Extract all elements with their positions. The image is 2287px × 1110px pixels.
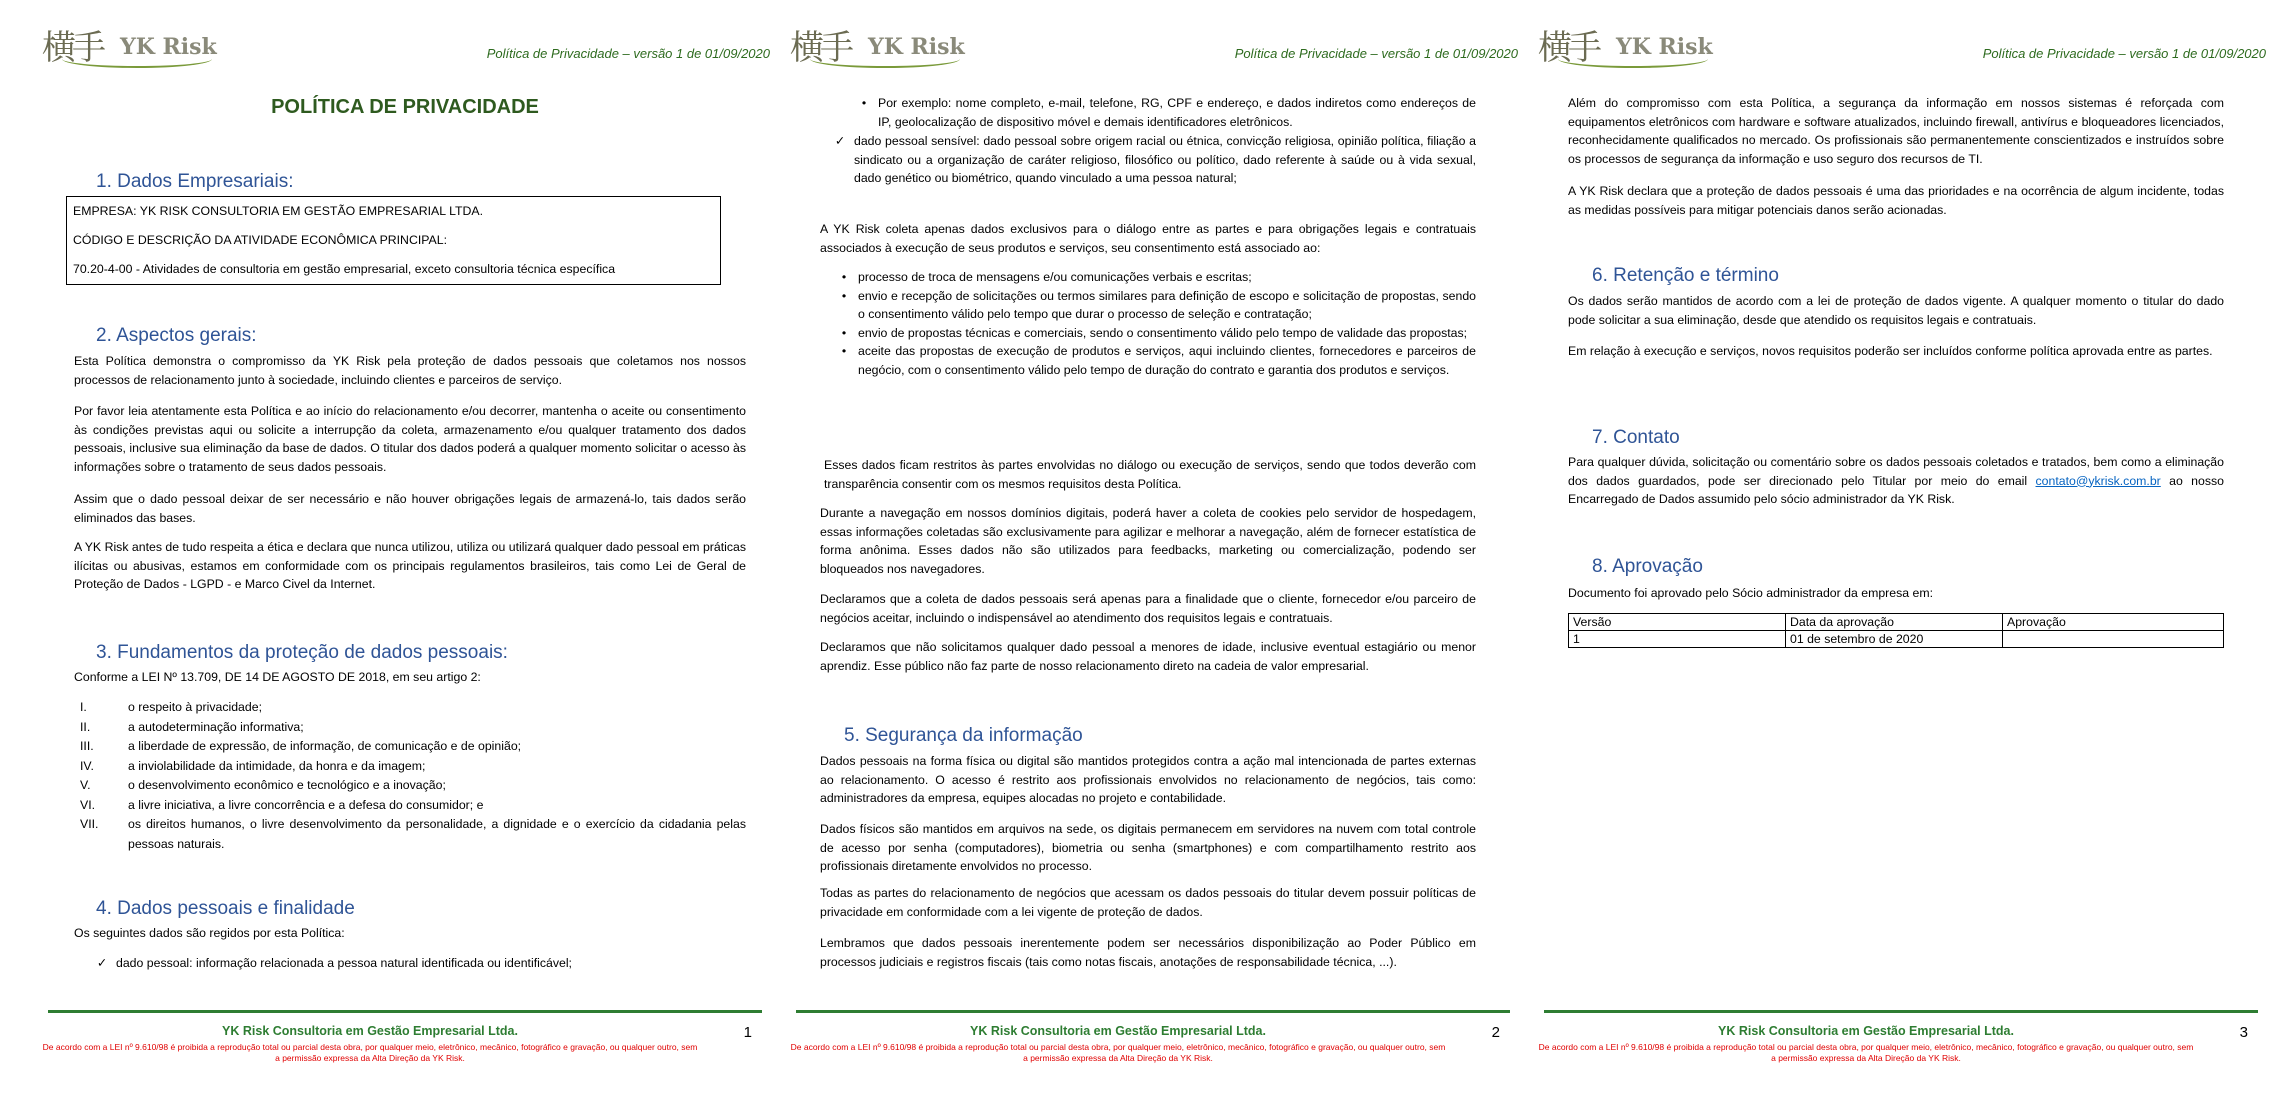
section-6-paragraph-2: Em relação à execução e serviços, novos requisitos poderão ser incluídos conforme política aprovada entre as partes. <box>1568 344 2213 358</box>
list-item <box>826 132 1476 188</box>
section-4-title: 4. Dados pessoais e finalidade <box>96 898 355 919</box>
list-number: V. <box>80 778 91 792</box>
yk-risk-logo <box>42 20 252 68</box>
data-types-list <box>88 954 746 973</box>
list-number: IV. <box>80 758 94 773</box>
section-4-intro: Os seguintes dados são regidos por esta Política: <box>74 926 345 940</box>
section-5-paragraph-3: Todas as partes do relacionamento de negócios que acessam os dados pessoais do titular devem possuir políticas de privacidade em conformidade com a lei vigente de proteção de dados. <box>820 886 1476 919</box>
document-title: POLÍTICA DE PRIVACIDADE <box>271 96 539 118</box>
page-header <box>40 20 770 70</box>
bullet-icon: • <box>841 288 847 303</box>
table-row <box>1569 631 2224 648</box>
section-5-paragraph-4: Lembramos que dados pessoais inerentemente podem ser necessários disponibilização ao Poder Público em processos judiciais e registros fiscais (tais como notas fiscais, anotações de responsabilidade técnica, ...). <box>820 936 1476 969</box>
section-7-title: 7. Contato <box>1592 427 1680 448</box>
company-name: EMPRESA: YK RISK CONSULTORIA EM GESTÃO EMPRESARIAL LTDA. <box>73 204 483 218</box>
list-text: os direitos humanos, o livre desenvolvimento da personalidade, a dignidade e o exercício da cidadania pelas pessoas naturais. <box>128 817 746 851</box>
yk-risk-logo <box>790 20 1000 68</box>
list-text: Por exemplo: nome completo, e-mail, telefone, RG, CPF e endereço, e dados indiretos como endereços de IP, geolocalização de dispositivo móvel e demais identificadores eletrônicos. <box>878 96 1476 129</box>
table-header-cell: Versão <box>1569 614 1786 631</box>
section-8-intro: Documento foi aprovado pelo Sócio administrador da empresa em: <box>1568 586 1934 600</box>
bullet-icon: • <box>841 325 847 340</box>
logo-glyph: 横手 <box>1538 28 1598 68</box>
list-item <box>830 268 1476 287</box>
list-number: II. <box>80 719 91 734</box>
page-number: 3 <box>2239 1024 2248 1041</box>
cookies-paragraph: Durante a navegação em nossos domínios digitais, poderá haver a coleta de cookies pelo servidor de hospedagem, essas informações coletadas são exclusivamente para agilizar e melhorar a navegação, além de fornecer estatística de forma anônima. Esses dados não são utilizados para feedbacks, marketing ou comercialização, podendo ser bloqueados nos navegadores. <box>820 506 1476 576</box>
footer-legal-notice: De acordo com a LEI nº 9.610/98 é proibida a reprodução total ou parcial desta obra, por qualquer meio, eletrônico, mecânico, fotográfico e gravação, ou qualquer outro, sem a permissão expressa da Alta Direção da YK Risk. <box>42 1042 698 1063</box>
approval-table <box>1568 613 2224 648</box>
footer-legal-notice: De acordo com a LEI nº 9.610/98 é proibida a reprodução total ou parcial desta obra, por qualquer meio, eletrônico, mecânico, fotográfico e gravação, ou qualquer outro, sem a permissão expressa da Alta Direção da YK Risk. <box>790 1042 1446 1063</box>
footer-rule <box>48 1010 762 1013</box>
list-item <box>80 815 746 854</box>
list-number: VI. <box>80 797 96 812</box>
list-text: a liberdade de expressão, de informação, de comunicação e de opinião; <box>128 739 522 753</box>
section-5-paragraph-2: Dados físicos são mantidos em arquivos na sede, os digitais permanecem em servidores na nuvem com total controle de acesso por senha (computadores), biometria ou senha (smartphones) e com compartilhamento restrito aos profissionais diretamente envolvidos no processo. <box>820 822 1476 873</box>
list-item <box>80 737 746 757</box>
incident-paragraph: A YK Risk declara que a proteção de dados pessoais é uma das prioridades e na ocorrência de algum incidente, todas as medidas possíveis para mitigar potenciais danos serão acionadas. <box>1568 184 2224 217</box>
list-text: dado pessoal: informação relacionada a pessoa natural identificada ou identificável; <box>116 956 572 970</box>
table-header-row <box>1569 614 2224 631</box>
list-item <box>830 287 1476 324</box>
list-item <box>88 954 746 973</box>
logo-glyph: 横手 <box>42 28 102 68</box>
checkmark-icon: ✓ <box>834 134 846 148</box>
section-2-paragraph-3: Assim que o dado pessoal deixar de ser necessário e não houver obrigações legais de armazená-lo, tais dados serão eliminados das bases. <box>74 492 746 525</box>
list-text: aceite das propostas de execução de produtos e serviços, aqui incluindo clientes, fornecedores e parceiros de negócio, com o consentimento válido pelo tempo de duração do contrato e garantia dos produtos e serviços. <box>858 344 1476 377</box>
contact-email-link[interactable]: contato@ykrisk.com.br <box>2035 473 2161 488</box>
footer-rule <box>1544 1010 2258 1013</box>
contact-text-after: ao nosso Encarregado de Dados assumido pelo sócio administrador da YK Risk. <box>1568 473 2224 506</box>
page-header <box>788 20 1518 70</box>
logo-arc <box>810 50 960 68</box>
version-line: Política de Privacidade – versão 1 de 01/09/2020 <box>486 46 770 61</box>
collection-paragraph: A YK Risk coleta apenas dados exclusivos para o diálogo entre as partes e para obrigações legais e contratuais associados à execução de seus produtos e serviços, seu consentimento está associado ao: <box>820 222 1476 255</box>
page-3 <box>1536 0 2266 1110</box>
list-text: a inviolabilidade da intimidade, da honra e da imagem; <box>128 758 426 773</box>
consent-list <box>830 268 1476 379</box>
footer-legal-notice: De acordo com a LEI nº 9.610/98 é proibida a reprodução total ou parcial desta obra, por qualquer meio, eletrônico, mecânico, fotográfico e gravação, ou qualquer outro, sem a permissão expressa da Alta Direção da YK Risk. <box>1538 1042 2194 1063</box>
bullet-icon: • <box>841 270 847 284</box>
page-number: 2 <box>1491 1024 1500 1041</box>
list-item <box>80 757 746 777</box>
contact-text-before: Para qualquer dúvida, solicitação ou comentário sobre os dados pessoais coletados e tratados, bem como a eliminação dos dados guardados, pode ser direcionado pelo Titular por meio do email <box>1568 455 2224 488</box>
bullet-icon: • <box>861 96 867 110</box>
restriction-paragraph: Esses dados ficam restritos às partes envolvidas no diálogo ou execução de serviços, sendo que todos deverão com transparência consentir com os mesmos requisitos desta Política. <box>824 458 1476 491</box>
list-number: III. <box>80 739 94 753</box>
table-header-cell: Data da aprovação <box>1786 614 2003 631</box>
activity-label: CÓDIGO E DESCRIÇÃO DA ATIVIDADE ECONÔMICA PRINCIPAL: <box>73 233 447 247</box>
footer-rule <box>796 1010 1510 1013</box>
section-2-paragraph-1: Esta Política demonstra o compromisso da YK Risk pela proteção de dados pessoais que coletamos nos nossos processos de relacionamento junto à sociedade, incluindo clientes e parceiros de serviço. <box>74 354 746 387</box>
section-5-paragraph-1: Dados pessoais na forma física ou digital são mantidos protegidos contra a ação mal intencionada de partes externas ao relacionamento. O acesso é restrito aos profissionais envolvidos no relacionamento de negócios, tais como: administradores da empresa, equipes alocadas no projeto e contabilidade. <box>820 754 1476 805</box>
section-3-intro: Conforme a LEI Nº 13.709, DE 14 DE AGOSTO DE 2018, em seu artigo 2: <box>74 670 481 684</box>
list-text: a autodeterminação informativa; <box>128 719 304 734</box>
section-6-paragraph-1: Os dados serão mantidos de acordo com a lei de proteção de dados vigente. A qualquer momento o titular do dado pode solicitar a sua eliminação, desde que atendido os requisitos legais e contratuais. <box>1568 294 2224 327</box>
logo-text: YK Risk <box>868 34 965 60</box>
list-item <box>850 94 1476 131</box>
list-text: a livre iniciativa, a livre concorrência e a defesa do consumidor; e <box>128 797 484 812</box>
example-list <box>850 94 1476 131</box>
list-item <box>80 776 746 796</box>
table-cell <box>2003 631 2224 648</box>
list-item <box>830 342 1476 379</box>
section-2-paragraph-2: Por favor leia atentamente esta Política e ao início do relacionamento e/ou decorrer, mantenha o aceite ou consentimento às condições previstas aqui ou solicite a interrupção da coleta, armazenamento e/ou qualquer tratamento dos dados pessoais, inclusive sua eliminação da base de dados. O titular dos dados poderá a qualquer momento solicitar o acesso às informações sobre o tratamento de seus dados pessoais. <box>74 404 746 474</box>
section-8-title: 8. Aprovação <box>1592 556 1703 577</box>
minors-paragraph: Declaramos que não solicitamos qualquer dado pessoal a menores de idade, inclusive eventual estagiário ou menor aprendiz. Esse público não faz parte de nosso relacionamento direto na cadeia de valor empresarial. <box>820 640 1476 673</box>
activity-code: 70.20-4-00 - Atividades de consultoria em gestão empresarial, exceto consultoria técnica específica <box>73 262 616 276</box>
list-text: o desenvolvimento econômico e tecnológico e a inovação; <box>128 778 446 792</box>
list-text: o respeito à privacidade; <box>128 700 262 714</box>
section-1-title: 1. Dados Empresariais: <box>96 171 294 192</box>
logo-text: YK Risk <box>1616 34 1713 60</box>
section-3-title: 3. Fundamentos da proteção de dados pessoais: <box>96 642 508 663</box>
logo-glyph: 横手 <box>790 28 850 68</box>
list-item <box>80 796 746 816</box>
company-info-box <box>66 196 721 285</box>
section-7-paragraph <box>1568 453 2224 509</box>
page-1 <box>40 0 770 1110</box>
list-text: processo de troca de mensagens e/ou comunicações verbais e escritas; <box>858 270 1252 284</box>
table-cell: 01 de setembro de 2020 <box>1786 631 2003 648</box>
list-item <box>80 698 746 718</box>
list-item <box>80 718 746 738</box>
version-line: Política de Privacidade – versão 1 de 01/09/2020 <box>1982 46 2266 61</box>
section-6-title: 6. Retenção e término <box>1592 265 1779 286</box>
principles-list <box>80 698 746 854</box>
footer-company: YK Risk Consultoria em Gestão Empresarial Ltda. <box>222 1024 518 1038</box>
purpose-paragraph: Declaramos que a coleta de dados pessoais será apenas para a finalidade que o cliente, fornecedor e/ou parceiro de negócios aceitar, incluindo o indispensável ao atendimento dos requisitos legais e contratuais. <box>820 592 1476 625</box>
table-header-cell: Aprovação <box>2003 614 2224 631</box>
checkmark-icon: ✓ <box>96 956 108 970</box>
version-line: Política de Privacidade – versão 1 de 01/09/2020 <box>1234 46 1518 61</box>
logo-arc <box>1558 50 1708 68</box>
sensitive-data-list <box>826 132 1476 188</box>
section-2-paragraph-4: A YK Risk antes de tudo respeita a ética e declara que nunca utilizou, utiliza ou utilizará qualquer dado pessoal em práticas ilícitas ou abusivas, estamos em conformidade com os principais regulamentos brasileiros, tais como Lei de Geral de Proteção de Dados - LGPD - e Marco Civel da Internet. <box>74 540 746 591</box>
bullet-icon: • <box>841 344 847 358</box>
list-number: I. <box>80 700 87 714</box>
list-item <box>830 324 1476 343</box>
section-5-title: 5. Segurança da informação <box>844 725 1083 746</box>
footer-company: YK Risk Consultoria em Gestão Empresarial Ltda. <box>1718 1024 2014 1038</box>
page-number: 1 <box>743 1024 752 1041</box>
logo-arc <box>62 50 212 68</box>
list-number: VII. <box>80 817 99 831</box>
section-2-title: 2. Aspectos gerais: <box>96 325 257 346</box>
page-header <box>1536 20 2266 70</box>
footer-company: YK Risk Consultoria em Gestão Empresarial Ltda. <box>970 1024 1266 1038</box>
list-text: dado pessoal sensível: dado pessoal sobre origem racial ou étnica, convicção religiosa, opinião política, filiação a sindicato ou a organização de caráter religioso, filosófico ou político, dado referente à saúde ou à vida sexual, dado genético ou biométrico, quando vinculado a uma pessoa natural; <box>854 134 1476 185</box>
yk-risk-logo <box>1538 20 1748 68</box>
page-2 <box>788 0 1518 1110</box>
list-text: envio de propostas técnicas e comerciais, sendo o consentimento válido pelo tempo de validade das propostas; <box>858 325 1468 340</box>
table-cell: 1 <box>1569 631 1786 648</box>
security-paragraph: Além do compromisso com esta Política, a segurança da informação em nossos sistemas é reforçada com equipamentos eletrônicos com hardware e software atualizados, incluindo firewall, antivírus e bloqueadores licenciados, reconhecidamente qualificados no mercado. Os profissionais são permanentemente conscientizados e instruídos sobre os processos de segurança da informação e uso seguro dos recursos de TI. <box>1568 96 2224 166</box>
logo-text: YK Risk <box>120 34 217 60</box>
list-text: envio e recepção de solicitações ou termos similares para definição de escopo e solicitação de propostas, sendo o consentimento válido pelo tempo que durar o processo de seleção e contratação; <box>858 288 1476 321</box>
